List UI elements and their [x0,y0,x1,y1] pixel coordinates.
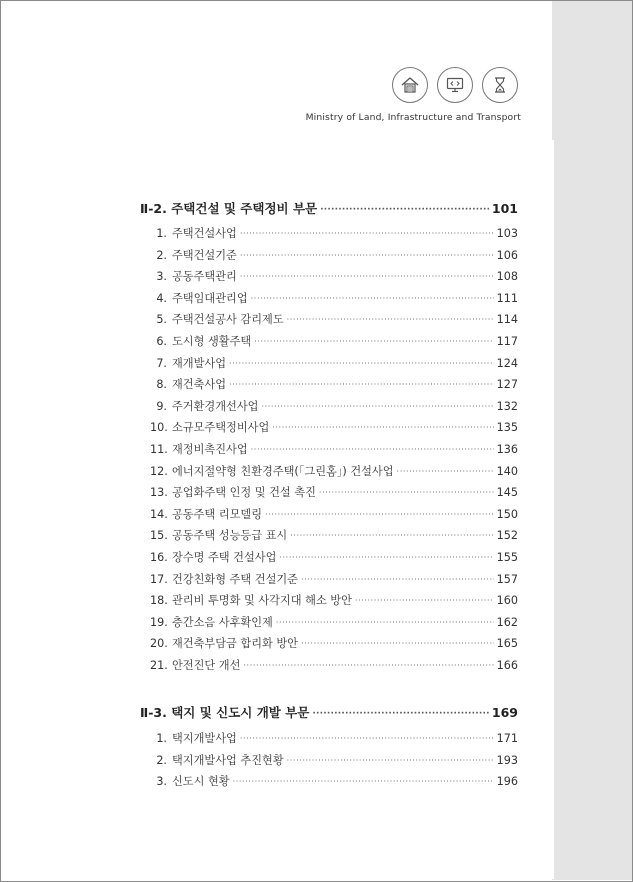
toc-entry[interactable] [140,614,518,636]
entry-title: 택지개발사업 추진현황 [172,753,284,767]
entry-title: 주거환경개선사업 [172,399,259,413]
leader-dots [287,756,494,765]
entry-title: 층간소음 사후확인제 [172,615,273,629]
leader-dots [319,488,494,497]
leader-dots [240,272,494,281]
entry-number: 11. [150,442,168,456]
leader-dots [265,510,494,519]
leader-dots [320,205,489,215]
entry-title: 관리비 투명화 및 사각지대 해소 방안 [172,594,352,608]
entry-page: 135 [496,421,518,435]
toc-entry[interactable] [140,506,518,528]
section-heading[interactable] [140,703,518,723]
entry-title: 주택임대관리업 [172,291,248,305]
entry-page: 127 [496,378,518,392]
toc-entry[interactable] [140,773,518,795]
leader-dots [287,315,494,324]
entry-page: 157 [496,572,518,586]
entry-title: 재건축부담금 합리화 방안 [172,637,298,651]
toc-entry[interactable] [140,311,518,333]
toc-list [140,225,518,678]
entry-page: 117 [496,334,518,348]
entry-number: 12. [150,464,168,478]
entry-number: 4. [156,291,167,305]
entry-number: 7. [156,356,167,370]
leader-dots [397,467,494,476]
toc-entry[interactable] [140,355,518,377]
entry-title: 공동주택 성능등급 표시 [172,529,288,543]
toc-section-3 [140,703,518,795]
toc-entry[interactable] [140,441,518,463]
toc-entry[interactable] [140,592,518,614]
house-document-icon [392,67,428,103]
toc-entry[interactable] [140,333,518,355]
entry-page: 152 [496,529,518,543]
toc-entry[interactable] [140,657,518,679]
toc-entry[interactable] [140,419,518,441]
leader-dots [229,359,494,368]
entry-number: 2. [156,753,167,767]
toc-entry[interactable] [140,290,518,312]
entry-title: 공동주택 리모델링 [172,507,263,521]
monitor-code-icon [437,67,473,103]
toc-entry[interactable] [140,730,518,752]
section-title: Ⅱ-3. 택지 및 신도시 개발 부문 [140,705,310,720]
entry-page: 193 [496,753,518,767]
entry-page: 145 [496,486,518,500]
toc-entry[interactable] [140,463,518,485]
leader-dots [272,423,493,432]
leader-dots [301,575,494,584]
side-strip [552,1,632,880]
entry-page: 108 [496,270,518,284]
toc-entry[interactable] [140,268,518,290]
entry-title: 주택건설사업 [172,227,237,240]
entry-number: 2. [156,248,167,262]
entry-page: 111 [496,291,518,305]
toc-entry[interactable] [140,527,518,549]
entry-title: 공동주택관리 [172,270,237,284]
toc-entry[interactable] [140,225,518,247]
leader-dots [276,618,494,627]
entry-number: 9. [156,399,167,413]
leader-dots [254,337,493,346]
entry-page: 114 [496,313,518,327]
entry-page: 150 [496,507,518,521]
entry-number: 10. [150,421,168,435]
hourglass-icon [482,67,518,103]
entry-number: 14. [150,507,168,521]
entry-title: 재정비촉진사업 [172,442,248,456]
leader-dots [279,553,493,562]
toc-entry[interactable] [140,549,518,571]
toc-entry[interactable] [140,398,518,420]
section-title: Ⅱ-2. 주택건설 및 주택정비 부문 [140,201,318,216]
entry-page: 166 [496,658,518,672]
leader-dots [229,380,494,389]
leader-dots [240,734,494,743]
entry-number: 21. [150,658,168,672]
entry-title: 공업화주택 인정 및 건설 촉진 [172,486,316,500]
header-icons [392,67,518,103]
entry-number: 19. [150,615,168,629]
entry-number: 3. [156,270,167,284]
entry-number: 5. [156,313,167,327]
entry-number: 6. [156,334,167,348]
entry-title: 소규모주택정비사업 [172,421,270,435]
entry-number: 17. [150,572,168,586]
entry-page: 132 [496,399,518,413]
entry-number: 20. [150,637,168,651]
toc-section-2 [140,199,518,678]
entry-title: 재건축사업 [172,378,227,392]
leader-dots [312,709,489,719]
entry-page: 162 [496,615,518,629]
toc-entry[interactable] [140,635,518,657]
section-page: 101 [491,201,518,216]
toc-entry[interactable] [140,247,518,269]
entry-page: 155 [496,550,518,564]
entry-page: 171 [496,732,518,745]
entry-page: 106 [496,248,518,262]
section-page: 169 [491,705,518,720]
toc-entry[interactable] [140,571,518,593]
entry-title: 건강친화형 주택 건설기준 [172,572,298,586]
entry-title: 안전진단 개선 [172,658,241,672]
entry-page: 140 [496,464,518,478]
entry-title: 에너지절약형 친환경주택(「그린홈」) 건설사업 [172,464,394,478]
entry-number: 18. [150,594,168,608]
entry-title: 도시형 생활주택 [172,334,252,348]
entry-page: 124 [496,356,518,370]
entry-number: 16. [150,550,168,564]
entry-number: 3. [156,775,167,789]
side-strip-cutout [528,140,554,879]
toc-entry[interactable] [140,484,518,506]
entry-page: 103 [496,227,518,240]
entry-page: 160 [496,594,518,608]
entry-number: 1. [156,732,167,745]
entry-number: 13. [150,486,168,500]
leader-dots [355,596,494,605]
leader-dots [240,229,494,238]
entry-number: 8. [156,378,167,392]
entry-page: 196 [496,775,518,789]
leader-dots [251,294,494,303]
leader-dots [243,661,493,670]
entry-title: 장수명 주택 건설사업 [172,550,277,564]
leader-dots [261,402,493,411]
entry-title: 주택건설공사 감리제도 [172,313,284,327]
leader-dots [251,445,494,454]
entry-title: 택지개발사업 [172,732,237,745]
entry-title: 주택건설기준 [172,248,237,262]
entry-page: 165 [496,637,518,651]
section-heading[interactable] [140,199,518,219]
leader-dots [233,777,494,786]
toc-entry[interactable] [140,376,518,398]
leader-dots [301,639,494,648]
toc-entry[interactable] [140,752,518,774]
entry-title: 재개발사업 [172,356,227,370]
entry-number: 1. [156,227,167,240]
ministry-name: Ministry of Land, Infrastructure and Transport [305,112,521,123]
entry-page: 136 [496,442,518,456]
entry-title: 신도시 현황 [172,775,230,789]
toc-list [140,730,518,795]
leader-dots [240,251,494,260]
entry-number: 15. [150,529,168,543]
leader-dots [290,531,493,540]
